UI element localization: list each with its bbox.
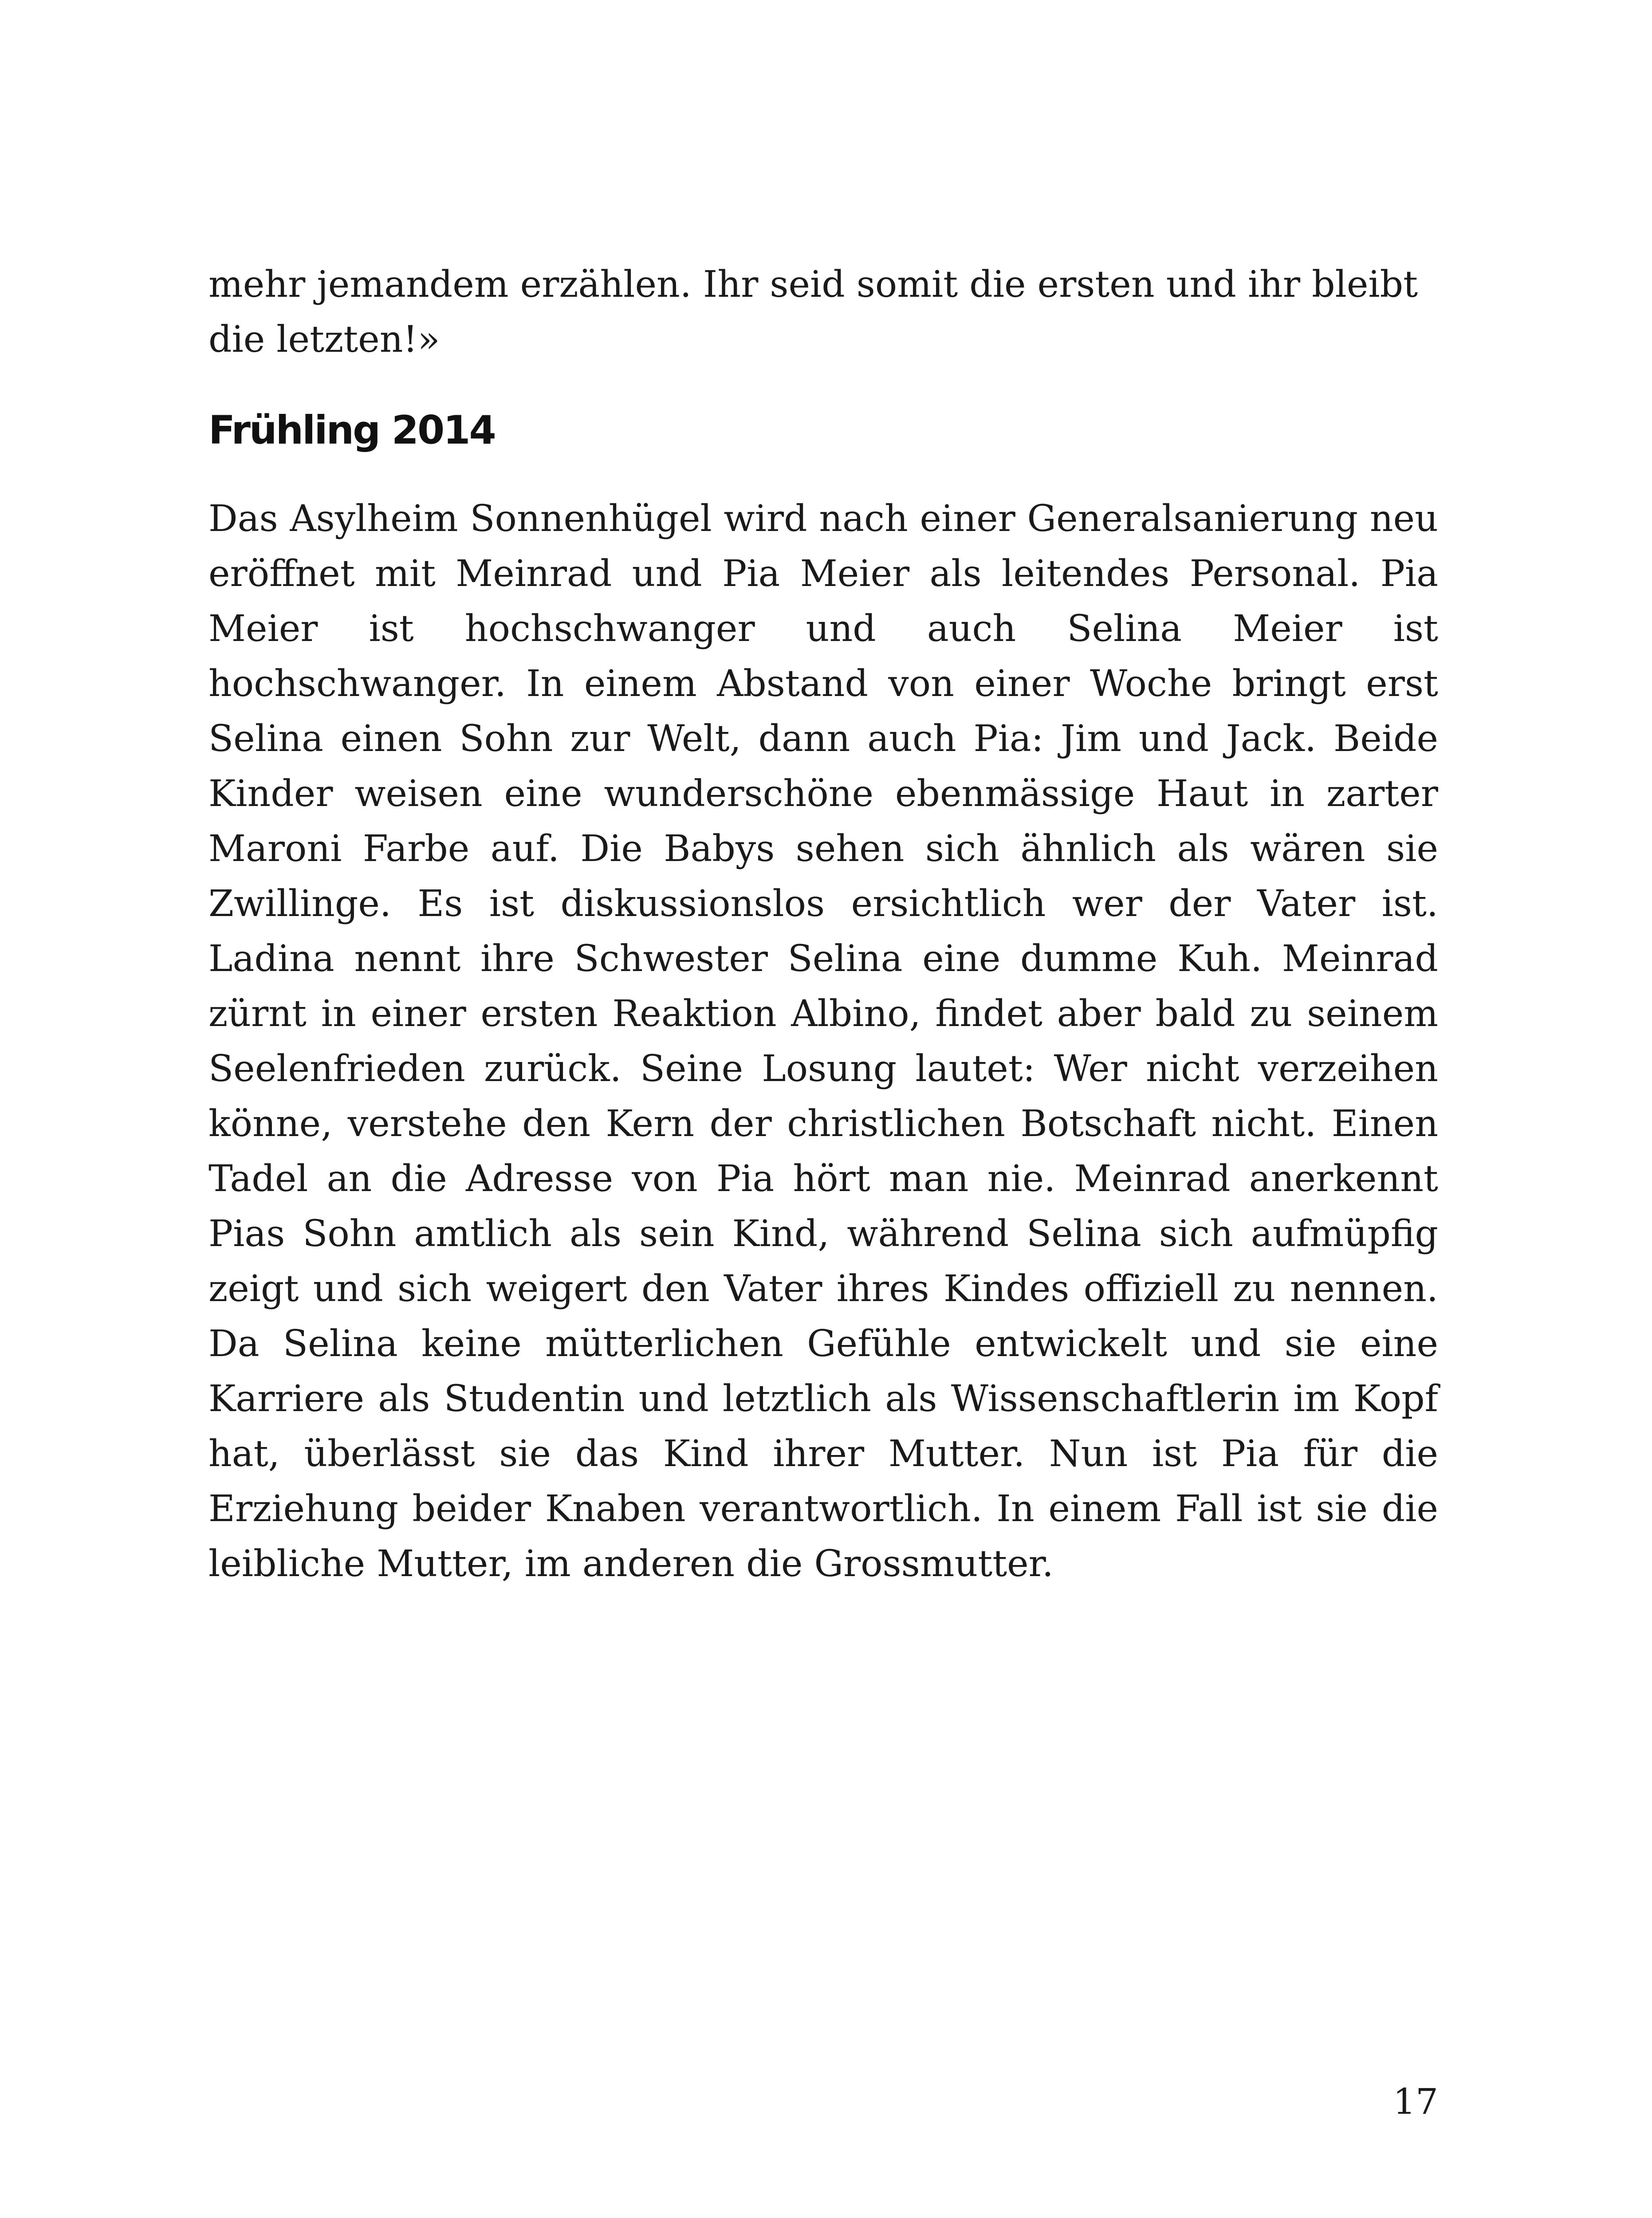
page-number: 17 (1393, 2081, 1438, 2122)
body-paragraph: Das Asylheim Sonnenhügel wird nach einer Generalsanierung neu eröffnet mit Meinrad und Pia Meier als leitendes Personal. Pia Meier ist hochschwanger und auch Selina Meier ist hochschwanger. In einem Abstand von einer Woche bringt erst Selina einen Sohn zur Welt, dann auch Pia: Jim und Jack. Beide Kinder weisen eine wunderschöne ebenmässige Haut in zarter Maroni Farbe auf. Die Babys sehen sich ähnlich als wären sie Zwillinge. Es ist diskussionslos ersichtlich wer der Vater ist. Ladina nennt ihre Schwester Selina eine dumme Kuh. Meinrad zürnt in einer ersten Reaktion Albino, findet aber bald zu seinem Seelenfrieden zurück. Seine Losung lautet: Wer nicht verzeihen könne, verstehe den Kern der christlichen Botschaft nicht. Einen Tadel an die Adresse von Pia hört man nie. Meinrad anerkennt Pias Sohn amtlich als sein Kind, während Selina sich aufmüpfig zeigt und sich weigert den Vater ihres Kindes offiziell zu nennen. Da Selina keine mütterlichen Gefühle entwickelt und sie eine Karriere als Studentin und letztlich als Wissenschaftlerin im Kopf hat, überlässt sie das Kind ihrer Mutter. Nun ist Pia für die Erziehung beider Knaben verantwortlich. In einem Fall ist sie die leibliche Mutter, im anderen die Grossmutter. (208, 498, 1438, 1585)
section-heading: Frühling 2014 (208, 407, 495, 453)
intro-paragraph: mehr jemandem erzählen. Ihr seid somit die ersten und ihr bleibt die letzten!» (208, 263, 1418, 361)
